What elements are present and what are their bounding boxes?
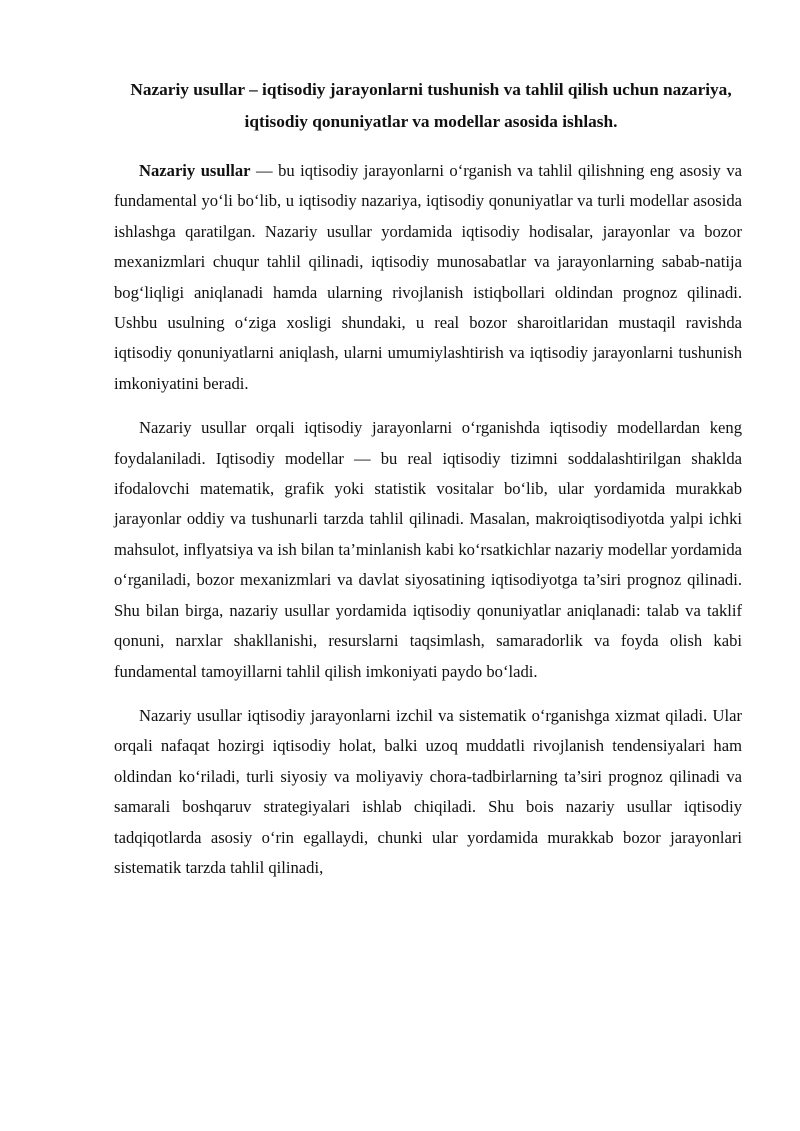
- document-title: Nazariy usullar – iqtisodiy jarayonlarni tushunish va tahlil qilish uchun nazariya, iqtisodiy qonuniyatlar va modellar asosida ishlash.: [130, 80, 732, 131]
- paragraph-3: [114, 701, 742, 883]
- paragraph-1: [114, 156, 742, 399]
- paragraph-2-text: Nazariy usullar orqali iqtisodiy jarayonlarni o‘rganishda iqtisodiy modellardan keng foydalaniladi. Iqtisodiy modellar — bu real iqtisodiy tizimni soddalashtirilgan shaklda ifodalovchi matematik, grafik yoki statistik vositalar bo‘lib, ular yordamida murakkab jarayonlar oddiy va tushunarli tarzda tahlil qilinadi. Masalan, makroiqtisodiyotda yalpi ichki mahsulot, inflyatsiya va ish bilan ta’minlanish kabi ko‘rsatkichlar nazariy modellar yordamida o‘rganiladi, bozor mexanizmlari va davlat siyosatining iqtisodiyotga ta’siri prognoz qilinadi. Shu bilan birga, nazariy usullar yordamida iqtisodiy qonuniyatlar aniqlanadi: talab va taklif qonuni, narxlar shakllanishi, resurslarni taqsimlash, samaradorlik va foyda olish kabi fundamental tamoyillarni tahlil qilish imkoniyati paydo bo‘ladi.: [114, 418, 742, 681]
- paragraph-1-text: — bu iqtisodiy jarayonlarni o‘rganish va tahlil qilishning eng asosiy va fundamental yo‘li bo‘lib, u iqtisodiy nazariya, iqtisodiy qonuniyatlar va turli modellar asosida ishlashga qaratilgan. Nazariy usullar yordamida iqtisodiy hodisalar, jarayonlar va bozor mexanizmlari chuqur tahlil qilinadi, iqtisodiy munosabatlar va jarayonlarning sabab-natija bog‘liqligi aniqlanadi hamda ularning rivojlanish istiqbollari oldindan prognoz qilinadi. Ushbu usulning o‘ziga xosligi shundaki, u real bozor sharoitlaridan mustaqil ravishda iqtisodiy qonuniyatlarni aniqlash, ularni umumiylashtirish va iqtisodiy jarayonlarni tushunish imkoniyatini beradi.: [114, 161, 742, 393]
- paragraph-lead-term: Nazariy usullar: [139, 161, 251, 180]
- document-body: [114, 156, 742, 897]
- paragraph-2: [114, 413, 742, 687]
- paragraph-3-text: Nazariy usullar iqtisodiy jarayonlarni izchil va sistematik o‘rganishga xizmat qiladi. Ular orqali nafaqat hozirgi iqtisodiy holat, balki uzoq muddatli rivojlanish tendensiyalari ham oldindan ko‘riladi, turli siyosiy va moliyaviy chora-tadbirlarning ta’siri prognoz qilinadi va samarali boshqaruv strategiyalari ishlab chiqiladi. Shu bois nazariy usullar iqtisodiy tadqiqotlarda asosiy o‘rin egallaydi, chunki ular yordamida murakkab bozor jarayonlari sistematik tarzda tahlil qilinadi,: [114, 705, 742, 877]
